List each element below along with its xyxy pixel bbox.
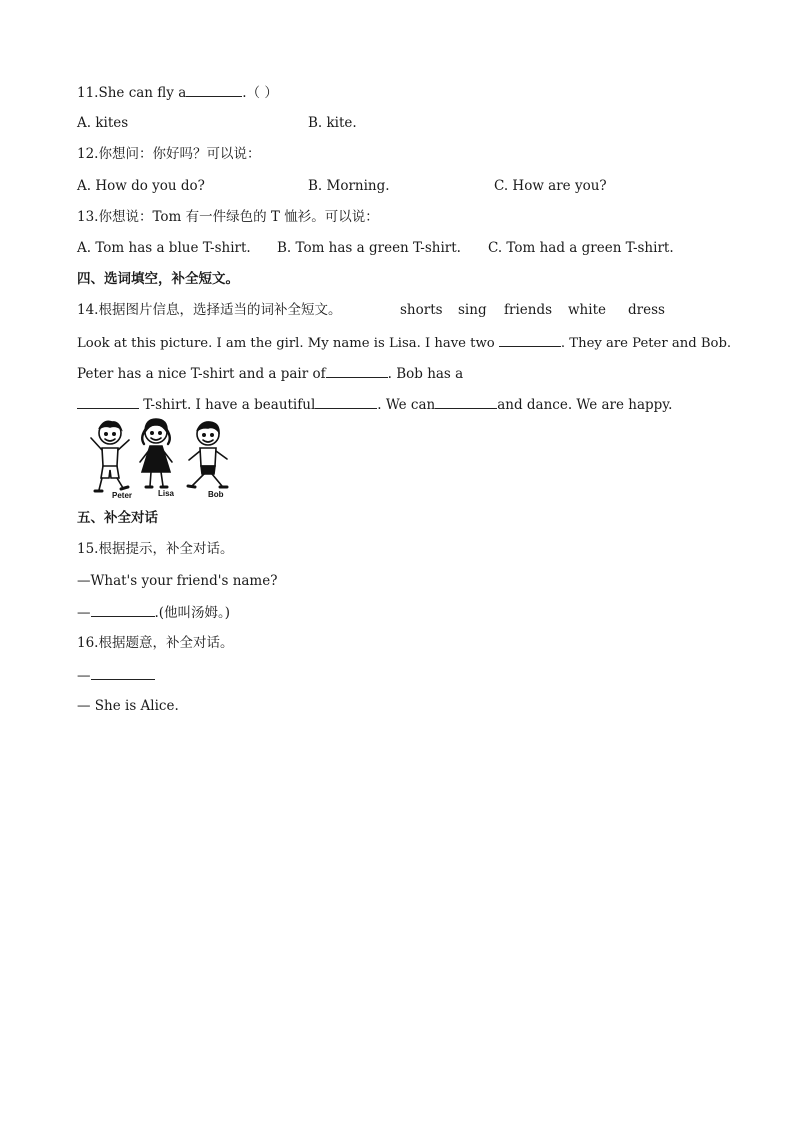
q11-option-b[interactable]: B. kite. xyxy=(308,115,357,131)
q15-dialogue-line-2: — .(他叫汤姆。) xyxy=(77,605,231,621)
lisa-figure xyxy=(140,419,172,487)
word-bank-item: friends xyxy=(504,302,553,318)
question-11-stem: 11.She can fly a .（ ） xyxy=(77,85,278,101)
word-bank-item: shorts xyxy=(400,302,443,318)
q12-option-c[interactable]: C. How are you? xyxy=(494,178,607,194)
passage-line-3: T-shirt. I have a beautiful . We can and dance. We are happy. xyxy=(77,395,672,414)
q13-option-c[interactable]: C. Tom had a green T-shirt. xyxy=(488,240,674,256)
answer-blank[interactable] xyxy=(326,364,388,378)
answer-blank[interactable] xyxy=(499,333,561,347)
section-4-title: 四、选词填空，补全短文。 xyxy=(77,271,239,287)
q16-dialogue-line-1: — xyxy=(77,666,155,685)
answer-blank[interactable] xyxy=(77,395,139,409)
section-5-title: 五、补全对话 xyxy=(77,510,158,526)
q12-option-b[interactable]: B. Morning. xyxy=(308,178,390,194)
q16-dialogue-line-2: — She is Alice. xyxy=(77,698,179,714)
word-bank-item: sing xyxy=(458,302,487,318)
answer-blank[interactable] xyxy=(315,395,377,409)
answer-blank[interactable] xyxy=(91,666,155,680)
q13-option-b[interactable]: B. Tom has a green T-shirt. xyxy=(277,240,461,256)
word-bank-item: white xyxy=(568,302,606,318)
q11-option-a[interactable]: A. kites xyxy=(77,115,129,131)
answer-blank[interactable] xyxy=(186,83,242,97)
bob-figure xyxy=(188,422,227,487)
q12-option-a[interactable]: A. How do you do? xyxy=(77,178,205,194)
children-illustration xyxy=(88,416,240,502)
peter-figure xyxy=(91,421,129,491)
q13-option-a[interactable]: A. Tom has a blue T-shirt. xyxy=(77,240,251,256)
question-15-stem: 15.根据提示，补全对话。 xyxy=(77,541,234,557)
label-lisa: Lisa xyxy=(158,489,175,498)
word-bank-item: dress xyxy=(628,302,665,318)
question-12-stem: 12.你想问：你好吗？可以说： xyxy=(77,146,261,162)
passage-line-1: Look at this picture. I am the girl. My name is Lisa. I have two . They are Peter and Bob. xyxy=(77,333,731,353)
passage-line-2: Peter has a nice T-shirt and a pair of . Bob has a xyxy=(77,366,464,382)
question-13-stem: 13.你想说：Tom 有一件绿色的 T 恤衫。可以说： xyxy=(77,209,379,225)
question-14-stem: 14.根据图片信息，选择适当的词补全短文。 xyxy=(77,302,342,318)
label-bob: Bob xyxy=(208,490,224,499)
label-peter: Peter xyxy=(112,491,133,500)
answer-blank[interactable] xyxy=(91,603,155,617)
question-16-stem: 16.根据题意，补全对话。 xyxy=(77,635,234,651)
q15-dialogue-line-1: —What's your friend's name? xyxy=(77,573,278,589)
answer-blank[interactable] xyxy=(435,395,497,409)
